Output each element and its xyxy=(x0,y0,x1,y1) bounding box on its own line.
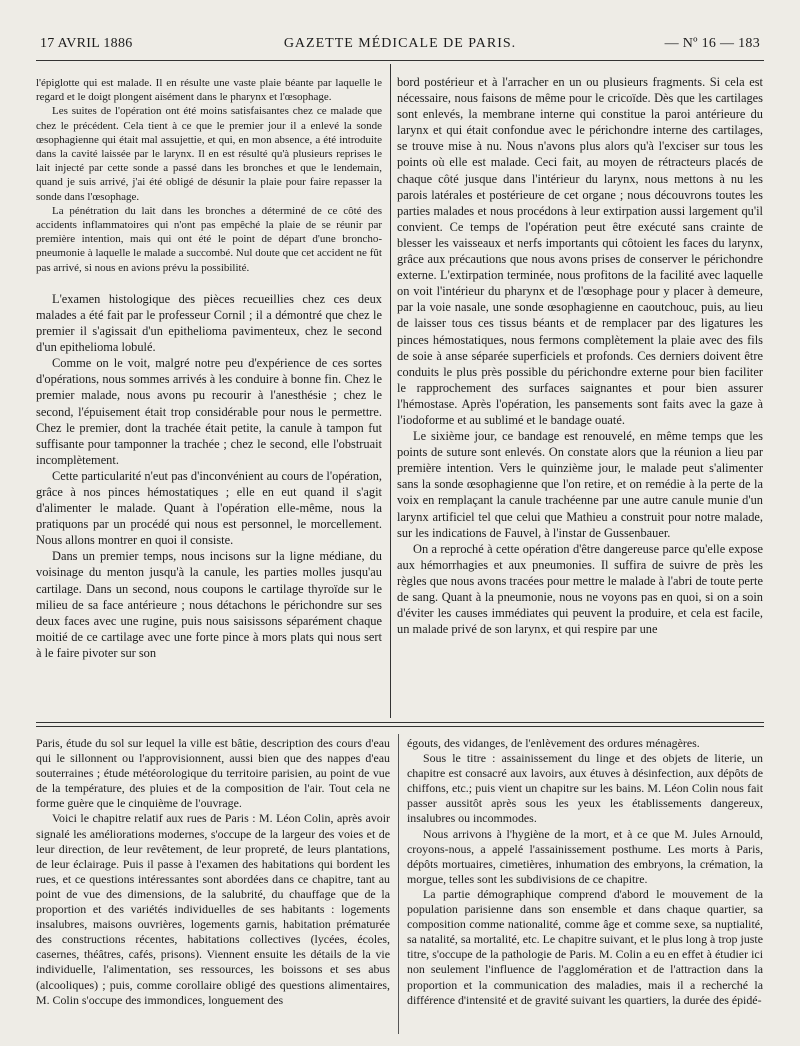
issue-page-number: — Nº 16 — 183 xyxy=(664,36,760,51)
header-rule xyxy=(36,60,764,61)
upper-right-column xyxy=(397,74,763,722)
journal-title: GAZETTE MÉDICALE DE PARIS. xyxy=(283,36,517,51)
paragraph-gap xyxy=(36,275,382,291)
paragraph: Sous le titre : assainissement du linge et des objets de literie, un chapitre est consacré aux lavoirs, aux étuves à désinfection, aux dépôts de chiffons, etc.; puis vient un chapitre sur les bains. M. Léon Colin nous fait passer aussitôt après sous les yeux les établissements dangereux, insalubres ou incommodes. xyxy=(407,751,763,826)
paragraph: bord postérieur et à l'arracher en un ou plusieurs fragments. Si cela est nécessaire, nous faisons de même pour le cricoïde. Dès que les cartilages sont enlevés, la membrane interne qui constitue la paroi antérieure du larynx et qui était confondue avec le périchondre interne des cartilages, se trouve mise à nu. Nous n'avons plus alors qu'à l'exciser sur tous les points où elle est malade. Ceci fait, au moyen de rétracteurs placés de chaque côté jusque dans l'intérieur du larynx, nous mettons à nu les parois latérales et postérieure de cet organe ; nous découvrons toutes les parties malades et nous procédons à leur extirpation aussi largement qu'il convient. Ce temps de l'opération peut être exécuté sans crainte de blesser les vaisseaux et nerfs importants qui côtoient les faces du larynx, grâce aux précautions que nous avons prises de conserver le périchondre externe. L'extirpation terminée, nous profitons de la facilité avec laquelle on voit l'intérieur du pharynx et de l'œsophage pour y placer à demeure, par la voie nasale, une sonde œsophagienne en caoutchouc, puis, au lieu de laisser tous ces tissus béants et de remplacer par des ligatures les pinces hémostatiques, nous fermons complètement la plaie avec des fils de soie à anse séparée superficiels et profonds. Ces derniers doivent être conduits le plus près possible du périchondre externe pour bien faciliter le rapprochement des surfaces saignantes et pour bien assurer l'hémostase. Après l'opération, les pansements sont faits avec la gaze à l'iodoforme et au sublimé et le bandage ouaté. xyxy=(397,75,763,427)
paragraph: Dans un premier temps, nous incisons sur la ligne médiane, du voisinage du menton jusqu'à la canule, les parties molles jusqu'au cartilage. Dans un second, nous coupons le cartilage thyroïde sur le milieu de sa face antérieure ; nous détachons le périchondre sur ses deux faces avec une rugine, puis nous saisissons séparément chaque moitié de ce cartilage avec une forte pince à mors plats qui nous sert à le faire pivoter sur son xyxy=(36,549,382,660)
lower-column-divider xyxy=(398,734,399,1034)
paragraph: Comme on le voit, malgré notre peu d'expérience de ces sortes d'opérations, nous sommes arrivés à les conduire à bonne fin. Chez le premier malade, nous avons pu recourir à l'anesthésie ; chez le second, l'épuisement était trop considérable pour nous le permettre. Chez le premier, dont la trachée était petite, la canule à tampon fut suffisante pour tamponner la trachée ; chez le second, elle l'obstruait incomplètement. xyxy=(36,356,382,467)
paragraph: Paris, étude du sol sur lequel la ville est bâtie, description des cours d'eau qui le sillonnent ou l'approvisionnent, aussi bien que des nappes d'eau souterraines ; étude météorologique du territoire parisien, au point de vue de la température, des pluies et de la composition de l'air. Tout cela ne forme guère que le cinquième de l'ouvrage. xyxy=(36,736,390,811)
paragraph: égouts, des vidanges, de l'enlèvement des ordures ménagères. xyxy=(407,736,700,750)
upper-left-column xyxy=(36,76,382,722)
column-divider xyxy=(390,64,391,718)
paragraph: La partie démographique comprend d'abord le mouvement de la population parisienne dans son ensemble et dans chaque quartier, sa composition comme nationalité, comme âge et comme sexe, sa nuptialité, sa natalité, sa mortalité, etc. Le chapitre suivant, et le plus long à trop juste titre, s'occupe de la pathologie de Paris. M. Colin a eu en effet à étudier ici non seulement l'influence de l'agglomération et de l'attraction dans la proportion et la communication des maladies, mais il a recherché la différence d'intensité et de gravité suivant les quartiers, la durée des épidé- xyxy=(407,886,763,1007)
section-rule-bottom xyxy=(36,726,764,727)
lower-left-column xyxy=(36,736,390,1036)
lower-right-column xyxy=(407,736,763,1036)
page-header xyxy=(36,36,764,58)
paragraph: Le sixième jour, ce bandage est renouvelé, en même temps que les points de suture sont enlevés. On constate alors que la réunion a lieu par première intention. Vers le quinzième jour, le malade peut s'alimenter sans la sonde œsophagienne que l'on retire, et on remédie à la perte de la voix en remplaçant la canule trachéenne par une autre canule munie d'un larynx artificiel tel que celui que Mathieu a construit pour notre malade, sur les indications de Fauvel, à l'instar de Gussenbauer. xyxy=(397,429,763,540)
issue-date: 17 AVRIL 1886 xyxy=(40,36,133,51)
paragraph: Cette particularité n'eut pas d'inconvénient au cours de l'opération, grâce à nos pinces hémostatiques ; elle en eut quand il s'agit d'alimenter le malade. Quant à l'opération elle-même, nous la pratiquons par un procédé qui nous est personnel, le morcellement. Nous allons montrer en quoi il consiste. xyxy=(36,468,382,548)
paragraph: Les suites de l'opération ont été moins satisfaisantes chez ce malade que chez le précédent. Cela tient à ce que le premier jour il a enlevé la sonde œsophagienne qui était mal assujettie, et qui, en mon absence, a été introduite dans la cavité laissée par le larynx. Il en est résulté qu'à plusieurs reprises le lait injecté par cette sonde a passé dans les bronches et que le lendemain, quand je suis arrivé, j'ai été obligé de désunir la plaie pour faire repasser la sonde dans l'œsophage. xyxy=(36,105,382,203)
section-rule-top xyxy=(36,722,764,723)
paragraph: La pénétration du lait dans les bronches a déterminé de ce côté des accidents inflammatoires qui n'ont pas empêché la plaie de se réunir par première intention, mais qui ont été le point de départ d'une broncho-pneumonie à laquelle le malade a succombé. Nul doute que cet accident ne fût pas arrivé, si nous en avions prévu la possibilité. xyxy=(36,204,382,274)
paragraph: On a reproché à cette opération d'être dangereuse parce qu'elle expose aux hémorrhagies et aux pneumonies. Il suffira de suivre de près les règles que nous avons tracées pour mettre le malade à l'abri de toute perte de sang. Quant à la pneumonie, nous ne voyons pas en quoi, si on a soin d'éviter les causes immédiates qui peuvent la produire, et cela est facile, un malade privé de son larynx, et qui respire par une xyxy=(397,541,763,637)
paragraph: Voici le chapitre relatif aux rues de Paris : M. Léon Colin, après avoir signalé les améliorations modernes, s'occupe de la largeur des voies et de leur direction, de leur revêtement, de leur propreté, de leurs plantations, de leur éclairage. Puis il passe à l'examen des habitations qui bordent les rues, et ce questions intéressantes sont abordées dans ce chapitre, tant au point de vue des dimensions, de la salubrité, du chauffage que de la proportion et des variétés individuelles de ses habitants : logements insalubres, maisons ouvrières, logements garnis, habitation prématurée des constructions récentes, habitations collectives (lycées, écoles, casernes, théâtres, cafés, prisons). Viennent ensuite les détails de la vie individuelle, l'alimentation, ses ressources, les boissons et ses abus (alcooliques) ; puis, comme corollaire obligé des questions alimentaires, M. Colin s'occupe des immondices, longuement des xyxy=(36,811,390,1007)
paragraph: l'épiglotte qui est malade. Il en résulte une vaste plaie béante par laquelle le regard et le doigt plongent aisément dans le pharynx et l'œsophage. xyxy=(36,77,382,104)
paragraph: L'examen histologique des pièces recueillies chez ces deux malades a été fait par le professeur Cornil ; il a démontré que chez le premier il s'agissait d'un epithelioma pavimenteux, chez le second d'un epithelioma lobulé. xyxy=(36,291,382,355)
paragraph: Nous arrivons à l'hygiène de la mort, et à ce que M. Jules Arnould, croyons-nous, a appelé l'assainissement posthume. Les morts à Paris, dépôts mortuaires, cimetières, inhumation des embryons, la crémation, la morgue, telles sont les subdivisions de ce chapitre. xyxy=(407,826,763,886)
